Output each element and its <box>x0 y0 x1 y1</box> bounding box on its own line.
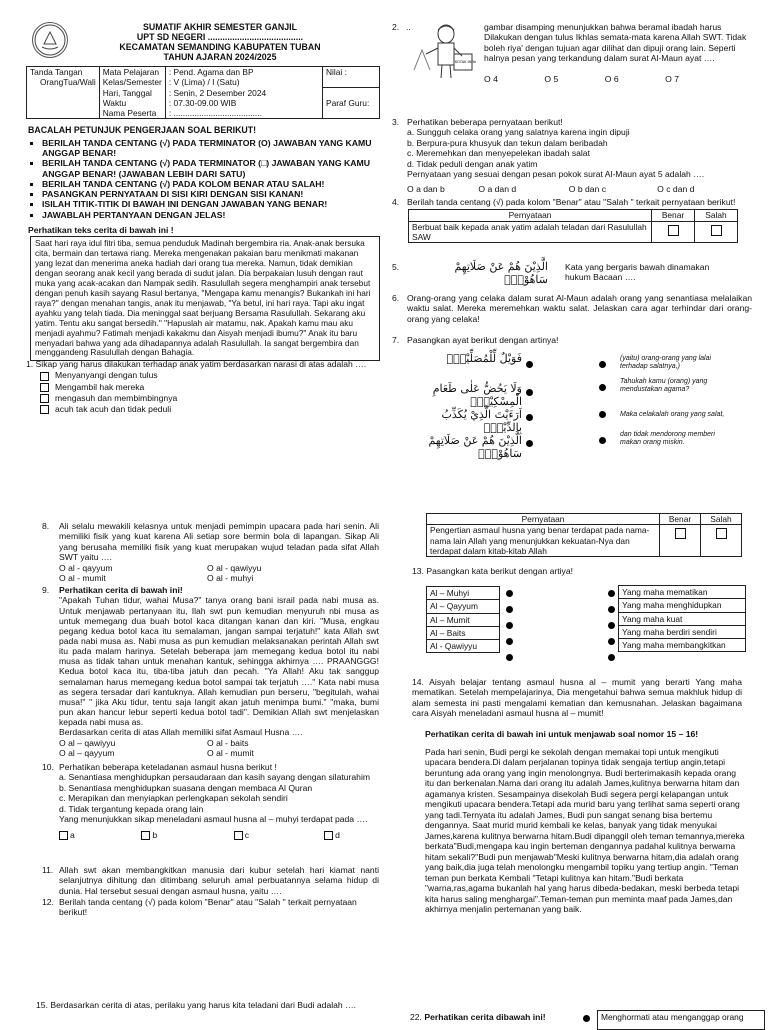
question-11: 11. Allah swt akan membangkitkan manusia dari kubur setelah hari kiamat nanti selanjutnya dihitung dan ditimbang seluruh amal perbuatannya selama hidup di dunia. Hal tersebut sesuai dengan asmaul husna, yaitu …. <box>42 865 379 896</box>
question-9: 9. Perhatikan cerita di bawah ini! "Apakah Tuhan tidur, wahai Musa?" tanya orang bani israil pada nabi musa as. Untuk menjawab pertanyaan itu, Ilah swt pun kemudian menyuruh nbi musa as untuk memegang dua buah botol kaca ditangan kanan dan kiri. "Musa, engkau pegang kedua botol kaca itu semalaman, jangan sampai terjatuh!" kata Allah swt pada nabi musa as. Nabi musa as pun kemudian melaksanakan perintah Allah swt itu pada malam harinya. Setelah beberapa jam memegang kedua botol itu nabi musa as tidak tahan untuk menahan kantuk, sehingga akhirnya …. PRAANGGG! Kedua botol kaca itu, tiba-tiba jatuh dan pecah. "Ya Allah! Aku tak sanggup semalaman harus memegang kedua botol sampai tak terjatuh …." Kata nabi musa as segera tersadar dari kantuknya. Allah kemudian pun berseru, "begitulah, wahai musa!" " jika Aku tidur, tentu saja langit akan jatuh menimpa bumi." "maka, bumi pun akan hancur lebur seperti kedua botol tadi". Demikian Allah swt menjelaskan kepada nabi musa as. Berdasarkan cerita di atas Allah memiliki sifat Asmaul Husna …. O al – qawiyyu O al - baits O al – qayyum O al - mumit <box>42 585 379 759</box>
question-5-text: Kata yang bergaris bawah dinamakan hukum Bacaan …. <box>565 262 710 283</box>
checkbox-icon[interactable] <box>40 394 49 403</box>
instructions <box>28 125 380 220</box>
story2-text: Pada hari senin, Budi pergi ke sekolah dengan memakai topi untuk mengikuti upacara bendera.Di dalam perjalanan topinya tidak sengaja tertiup angin,tetapi beruntung ada orang yang ingin menolongnya. Budi berterimakasih kepada orang itu dan berkenalan.Nama dari orang itu adalah James,kulitnya berwarna hitam dan agamanya kristen. Sesampainya disekolah Budi segera pergi kelapangan untuk mengikuti upacara bendera.Tetapi ada murid baru yang terlihat sama seperti orang yang tadi.Ternyata itu adalah James, Budi pun sangat senang bisa bertemu dengannya. Saat murid murid kembali ke kelas, banyak yang tidak menyukai James,karena kulitnya berwarna hitam.Budi dipanggil oleh teman temannya,mereka berkata"Budi,mengapa kau ingin berteman dengannya padahal kulitnya berwarna hitam sekali?"Budi pun menjawab"Meski kulitnya berwarna hitam,dia adalah orang yang baik,dia juga telah menolongku mengambil topiku yang tertiup angin. "Teman teman pun berkata Kembali "Tetapi kulitnya kan hitam."Budi berkata "warna,ras,agama bukanlah hal yang harus dibeda-bedakan, meski berbeda tetapi kita harus saling menghargai".Teman-teman pun meminta maaf pada James,dan akhirnya menjalin pertemanan yang baik. <box>425 747 745 915</box>
checkbox-icon[interactable] <box>40 383 49 392</box>
match-dot-right[interactable] <box>599 411 606 418</box>
match-dot-right[interactable] <box>608 654 615 661</box>
q12-table: Pernyataan Benar Salah Pengertian asmaul husna yang benar terdapat pada nama-nama lain Allah yang menunjukkan kekuatan-Nya dan terdapat dalam kitab-kitab Allah <box>426 513 742 557</box>
checkbox-icon[interactable] <box>40 405 49 414</box>
match-dot-left[interactable] <box>506 638 513 645</box>
instruction-item: ▪ BERILAH TANDA CENTANG (√) PADA KOLOM BENAR ATAU SALAH! <box>42 179 380 189</box>
match-dot-right[interactable] <box>599 384 606 391</box>
school-logo <box>32 22 68 58</box>
q1-option[interactable]: Mengambil hak mereka <box>40 382 382 393</box>
q7-left-4: الَّذِيْنَ هُمْ عَنْ صَلَاتِهِمْ سَاهُوْنَۙ <box>428 434 522 461</box>
q3-option[interactable]: O b dan c <box>568 183 607 194</box>
q7-left-1: فَوَيْلٌ لِّلْمُصَلِّيْنَۙ <box>446 352 522 365</box>
q7-left-2: وَلَا يَحُضُّ عَلٰى طَعَامِ الْمِسْكِيْنِۗ <box>432 382 522 409</box>
q2-options <box>484 74 748 84</box>
instruction-item: ▪ JAWABLAH PERTANYAAN DENGAN JELAS! <box>42 210 380 220</box>
q10-option[interactable]: a <box>59 830 139 840</box>
question-12: 12. Berilah tanda centang (√) pada kolom "Benar" atau "Salah " terkait pernyataan berikut! <box>42 897 357 918</box>
q13-left-item: Al - Qawiyyu <box>426 640 500 653</box>
match-dot-left[interactable] <box>506 654 513 661</box>
q9-option[interactable]: O al – qawiyyu <box>59 737 116 748</box>
checkbox-icon[interactable] <box>40 372 49 381</box>
question-13-text: 13. Pasangkan kata berikut dengan artiya! <box>412 566 574 576</box>
q13-left-item: Al – Qayyum <box>426 600 500 613</box>
logo-emblem-icon <box>33 23 67 57</box>
match-dot-right[interactable] <box>608 590 615 597</box>
q8-option[interactable]: O al - muhyi <box>207 573 254 584</box>
match-dot-right[interactable] <box>608 606 615 613</box>
header-line-4: TAHUN AJARAN 2024/2025 <box>163 52 277 63</box>
q22-statement-box: Menghormati atau menganggap orang <box>597 1010 765 1030</box>
question-15: 15. Berdasarkan cerita di atas, perilaku yang harus kita teladani dari Budi adalah …. <box>36 1000 357 1010</box>
story1-heading: Perhatikan teks cerita di bawah ini ! <box>28 225 174 235</box>
child-infaq-illustration-icon <box>412 20 476 82</box>
q3-options <box>407 184 752 194</box>
q3-option[interactable]: O c dan d <box>657 183 695 194</box>
match-dot-right[interactable] <box>599 437 606 444</box>
header-line-2: UPT SD NEGERI ....................................... <box>136 32 304 43</box>
q1-option[interactable]: Menyanyangi dengan tulus <box>40 370 382 381</box>
question-1-text: 1. Sikap yang harus dilakukan terhadap anak yatim berdasarkan narasi di atas adalah …. <box>26 359 367 369</box>
instruction-item: ▪ BERILAH TANDA CENTANG (√) PADA TERMINATOR (O) JAWABAN YANG KAMU ANGGAP BENAR! <box>42 138 380 159</box>
q7-right-3: Maka celakalah orang yang salat, <box>620 411 725 418</box>
story1-box <box>30 236 380 361</box>
checkbox-icon[interactable] <box>59 831 68 840</box>
q13-right-item: Yang maha mematikan <box>618 585 746 599</box>
match-dot-left[interactable] <box>526 440 533 447</box>
match-dot-left[interactable] <box>526 361 533 368</box>
checkbox-icon[interactable] <box>324 831 333 840</box>
q13-right-list <box>618 585 746 652</box>
exam-header <box>80 22 360 62</box>
nilai-cell: Nilai : <box>323 67 380 88</box>
match-dot-left[interactable] <box>526 389 533 396</box>
salah-checkbox[interactable] <box>716 528 727 539</box>
q5-arabic: الَّذِيْنَ هُمْ عَنْ صَلَاتِهِمْ سَاهُوْنَۙ <box>454 260 548 287</box>
q8-option[interactable]: O al - qayyum <box>59 562 113 573</box>
match-dot-left[interactable] <box>506 590 513 597</box>
question-1 <box>26 359 382 415</box>
q13-right-item: Yang maha menghidupkan <box>618 599 746 612</box>
match-dot[interactable] <box>583 1015 590 1022</box>
match-dot-right[interactable] <box>608 638 615 645</box>
q10-option[interactable]: b <box>141 830 231 840</box>
q3-option[interactable]: O a dan b <box>407 183 445 194</box>
q13-right-item: Yang maha kuat <box>618 613 746 626</box>
q10-option[interactable]: d <box>324 830 340 840</box>
header-line-1: SUMATIF AKHIR SEMESTER GANJIL <box>143 22 297 32</box>
match-dot-left[interactable] <box>526 414 533 421</box>
q9-option[interactable]: O al - baits <box>207 737 249 748</box>
header-line-3: KECAMATAN SEMANDING KABUPATEN TUBAN <box>119 42 321 53</box>
instruction-item: ▪ ISILAH TITIK-TITIK DI BAWAH INI DENGAN JAWABAN YANG BENAR! <box>42 199 380 209</box>
q10-option[interactable]: c <box>234 830 322 840</box>
salah-checkbox[interactable] <box>711 225 722 236</box>
q1-option[interactable]: mengasuh dan membimbingnya <box>40 393 382 404</box>
checkbox-icon[interactable] <box>141 831 150 840</box>
instructions-title: BACALAH PETUNJUK PENGERJAAN SOAL BERIKUT! <box>28 125 257 135</box>
question-8: 8. Ali selalu mewakili kelasnya untuk menjadi pemimpin upacara pada hari senin. Ali memiliki fisik yang kuat karena Ali setiap sore bermin bola di lapangan. Sikap Ali yang berusaha memiliki fisik yang kuat merupakan wujud teladan pada sifat Allah SWT yaitu …. O al - qayyum O al - qawiyyu O al - mumit O al - muhyi <box>42 521 379 584</box>
q13-right-item: Yang maha berdiri sendiri <box>618 626 746 639</box>
match-dot-left[interactable] <box>506 606 513 613</box>
match-dot-right[interactable] <box>608 622 615 629</box>
question-3: 3. Perhatikan beberapa pernyataan berikut! a. Sungguh celaka orang yang salatnya karena ingin dipuji b. Berpura-pura khusyuk dan tekun dalam beribadah c. Meremehkan dan menyepelekan ibadah salat d. Tidak peduli dengan anak yatim Pernyataan yang sesuai dengan pesan pokok surat Al-Maun ayat 5 adalah …. O a dan b O a dan d O b dan c O c dan d <box>392 117 752 194</box>
q7-right-4: dan tidak mendorong memberi makan orang miskin. <box>620 431 715 447</box>
instruction-item: ▪ BERILAH TANDA CENTANG (√) PADA TERMINATOR (□) JAWABAN YANG KAMU ANGGAP BENAR! (JAWABAN LEBIH DARI SATU) <box>42 158 380 179</box>
q2-option[interactable]: O 5 <box>544 74 559 84</box>
q1-option[interactable]: acuh tak acuh dan tidak peduli <box>40 404 382 415</box>
question-22: 22. Perhatikan cerita dibawah ini! <box>410 1012 546 1022</box>
benar-checkbox[interactable] <box>668 225 679 236</box>
instructions-list <box>28 138 380 220</box>
q2-option[interactable]: O 4 <box>484 74 498 84</box>
q3-option[interactable]: O a dan d <box>478 183 517 194</box>
paraf-cell: Paraf Guru: <box>323 88 380 119</box>
q7-left-3: اَرَءَيْتَ الَّذِيْ يُكَذِّبُ بِالدِّيْنِۗ <box>441 408 522 435</box>
q8-option[interactable]: O al - mumit <box>59 573 106 584</box>
question-14: 14. Aisyah belajar tentang asmaul husna al – mumit yang berarti Yang maha mematikan. Setelah mempelajarinya, Dia mengetahui bahwa semua makhluk hidup di alam semesta ini pasti mengalami kematian dan kemusnahan. Jelaskan bagaimana cara Aisyah meneladani asmaul husna al – mumit! <box>412 677 742 719</box>
q13-left-item: Al – Mumit <box>426 614 500 627</box>
story1-text: Saat hari raya idul fitri tiba, semua penduduk Madinah bergembira ria. Anak-anak bersuka cita, bermain dan tertawa riang. Mereka mengenakan pakaian baru menikmati makanan yang lezat dan menerima aneka hadiah dari orang tua mereka. Namun, tidak demikian dengan seorang anak kecil yang berada di sudut jalan. Dia berpakaian lusuh dengan raut muka yang acak-acakan dan Nampak sedih. Rasulullah segera menghampiri anak tersebut dengan penuh kasih sayang Rasul bertanya, "Mengapa kamu menangis? Bukankah ini hari raya?" dengan menahan tangis, anak itu menjawab, "Ya betul, ini hari raya. Tapi aku ingat ayahku yang telah tiada. Dia meninggal saat berjuang Bersama Rasulullah. Sekarang aku yatim. Tentu aku sangat bersedih." "Hapuslah air matamu, nak. Apakah kamu mau aku menjadi ayahmu? Fatimah menjadi kakakmu dan Aisyah menjadi ibumu?" Anak itu baru menyadari bahwa yang ada dihadapannya adalah Rasulullah. Ia sangat bergembira dan menggandeng Rasulullah dengan Bahagia. <box>35 238 371 358</box>
match-dot-right[interactable] <box>599 361 606 368</box>
signature-cell: Tanda Tangan OrangTua/Wali <box>27 67 100 119</box>
question-7: 7. Pasangkan ayat berikut dengan artinya! <box>392 335 559 345</box>
infaq-illustration <box>412 20 476 82</box>
match-dot-left[interactable] <box>506 622 513 629</box>
q7-right-2: Tahukah kamu (orang) yang mendustakan agama? <box>620 378 708 394</box>
q13-left-item: Al – Baits <box>426 627 500 640</box>
student-info-table: Tanda Tangan OrangTua/Wali Mata Pelajaran : Pend. Agama dan BP Nilai : Kelas/Semester : V (Lima) / I (Satu) Hari, Tanggal : Senin, 2 Desember 2024 Paraf Guru: Waktu : 07.30-09.00 WIB Nama Peserta : ...................................... <box>26 66 380 119</box>
question-4: 4. Berilah tanda centang (√) pada kolom "Benar" atau "Salah " terkait pernyataan berikut! Pernyataan Benar Salah Berbuat baik kepada anak yatim adalah teladan dari Rasulullah SAW <box>392 197 752 243</box>
q9-option[interactable]: O al - mumit <box>207 748 254 759</box>
q4-table: Pernyataan Benar Salah Berbuat baik kepada anak yatim adalah teladan dari Rasulullah SAW <box>408 209 738 243</box>
q7-right-1: (yaitu) orang-orang yang lalai terhadap salatnya,) <box>620 355 712 371</box>
story2-heading: Perhatikan cerita di bawah ini untuk menjawab soal nomor 15 – 16! <box>425 729 699 739</box>
question-6: 6. Orang-orang yang celaka dalam surat Al-Maun adalah orang yang senantiasa melalaikan waktu salat. Mereka meremehkan waktu salat. Jelaskan cara agar terhindar dari orang-orang yang celaka! <box>392 293 752 324</box>
q2-option[interactable]: O 6 <box>604 74 619 84</box>
q9-option[interactable]: O al – qayyum <box>59 748 115 759</box>
question-2-text: gambar disamping menunjukkan bahwa beramal ibadah harus Dilakukan dengan tulus Ikhlas semata-mata karena Allah SWT. Tidak boleh riya' dengan tujuan agar dilihat dan dipuji orang lain. Seperti halnya pesan yang terkandung dalam surat Al-Maun ayat …. <box>484 22 747 64</box>
q13-right-item: Yang maha membangkitkan <box>618 639 746 652</box>
q8-option[interactable]: O al - qawiyyu <box>207 562 262 573</box>
q2-option[interactable]: O 7 <box>665 74 680 84</box>
question-10: 10. Perhatikan beberapa keteladanan asmaul husna berikut ! a. Senantiasa menghidupkan persaudaraan dan kasih sayang dengan silaturahim b. Senantiasa menghidupkan suasana dengan membaca Al Quran c. Merapikan dan menyiapkan perlengkapan sekolah sendiri d. Tidak tergantung kepada orang lain Yang menunjukkan sikap meneladani asmaul husna al – muhyi terdapat pada …. a b c d <box>42 762 371 840</box>
q13-left-list <box>426 586 500 653</box>
checkbox-icon[interactable] <box>234 831 243 840</box>
q13-left-item: Al – Muhyi <box>426 586 500 600</box>
benar-checkbox[interactable] <box>675 528 686 539</box>
instruction-item: ▪ PASANGKAN PERNYATAAN DI SISI KIRI DENGAN SISI KANAN! <box>42 189 380 199</box>
svg-text:KOTAK INFAQ: KOTAK INFAQ <box>455 60 476 64</box>
